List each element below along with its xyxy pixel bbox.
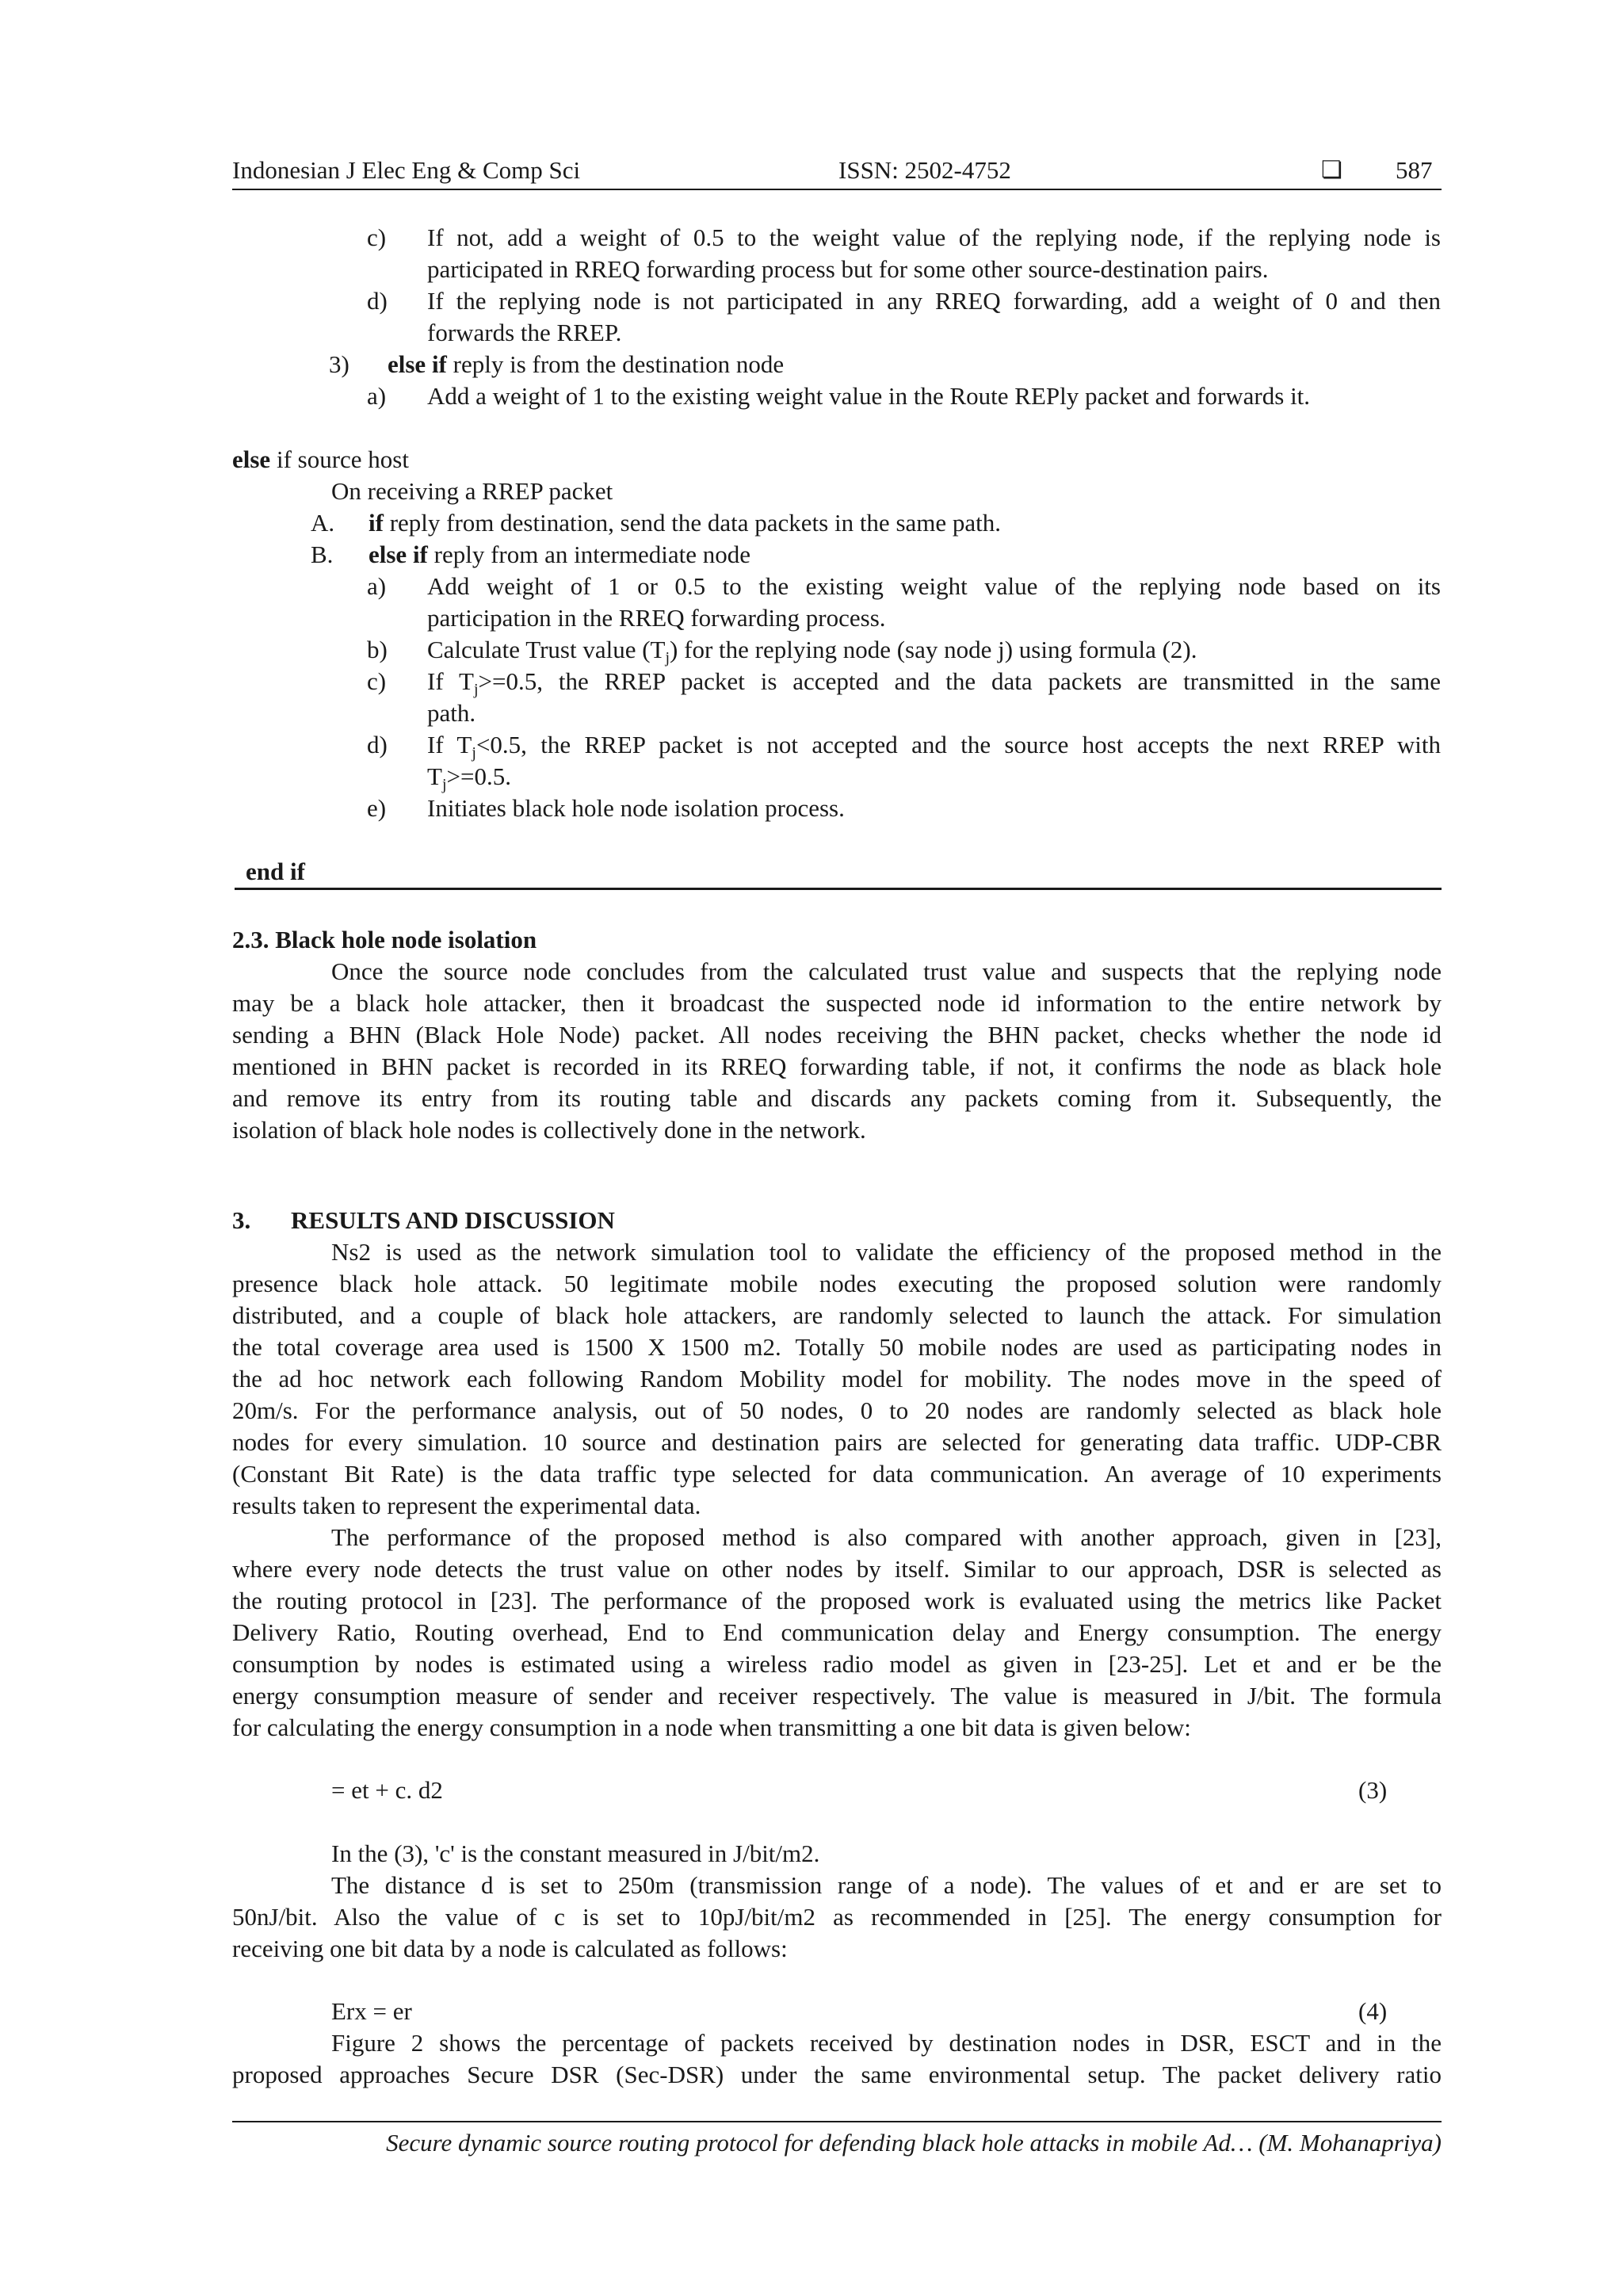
paragraph-line: distributed, and a couple of black hole attackers, are randomly selected to launch the attack. For simulation <box>232 1301 1442 1329</box>
paragraph-line: presence black hole attack. 50 legitimate mobile nodes executing the proposed solution were randomly <box>232 1270 1442 1297</box>
section-2-3-line: and remove its entry from its routing table and discards any packets coming from it. Subsequently, the <box>232 1084 1442 1112</box>
paragraph-line: where every node detects the trust value on other nodes by itself. Similar to our approach, DSR is selected as <box>232 1555 1442 1583</box>
section-2-3-line: mentioned in BHN packet is recorded in its RREQ forwarding table, if not, it confirms the node as black hole <box>232 1052 1442 1080</box>
equation-3: = et + c. d2 <box>331 1776 443 1804</box>
section-2-3-line: isolation of black hole nodes is collectively done in the network. <box>232 1116 866 1144</box>
section-2-3-heading: 2.3. Black hole node isolation <box>232 926 537 953</box>
algo-step3 <box>388 349 784 380</box>
algo-Bd-line2: $T_j>=0.5$. <box>427 762 511 793</box>
algo-step3-text: reply is from the destination node <box>446 350 785 378</box>
algorithm-bottom-rule <box>235 888 1442 890</box>
algo-B-text: reply from an intermediate node <box>427 541 751 568</box>
equation-4-number: (4) <box>1358 1997 1388 2025</box>
section-3-heading: RESULTS AND DISCUSSION <box>291 1206 615 1234</box>
algo-A-text: reply from destination, send the data packets in the same path. <box>383 509 1002 537</box>
algo-A <box>369 507 1001 539</box>
algo-B-label: B. <box>311 541 334 568</box>
algo-step3-label: 3) <box>329 350 349 378</box>
checkbox-bullet-icon: ❏ <box>1321 156 1342 184</box>
running-header-issn: ISSN: 2502-4752 <box>838 156 1011 184</box>
paragraph-line: receiving one bit data by a node is calculated as follows: <box>232 1935 788 1962</box>
paragraph-line: for calculating the energy consumption in a node when transmitting a one bit data is given below: <box>232 1713 1191 1741</box>
algo-else-source-text: if source host <box>270 445 409 473</box>
section-3-paragraph-3: In the (3), 'c' is the constant measured in J/bit/m2. <box>331 1839 820 1867</box>
algo-d-line1: If the replying node is not participated in any RREQ forwarding, add a weight of 0 and then <box>427 287 1441 315</box>
algo-Bb-label: b) <box>367 636 388 663</box>
paragraph-line: the routing protocol in [23]. The performance of the proposed work is evaluated using the metrics like Packet <box>232 1587 1442 1614</box>
paragraph-line: Delivery Ratio, Routing overhead, End to End communication delay and Energy consumption. The energy <box>232 1618 1442 1646</box>
paragraph-line: 50nJ/bit. Also the value of c is set to 10pJ/bit/m2 as recommended in [25]. The energy consumption for <box>232 1903 1442 1931</box>
paragraph-line: 20m/s. For the performance analysis, out of 50 nodes, 0 to 20 nodes are randomly selected as black hole <box>232 1396 1442 1424</box>
running-header-journal: Indonesian J Elec Eng & Comp Sci <box>232 156 581 184</box>
algo-Ba-line2: participation in the RREQ forwarding process. <box>427 604 886 632</box>
algo-Bc-line1: If $T_j>=0.5$, the RREP packet is accepted and the data packets are transmitted in the same <box>427 667 1442 698</box>
paragraph-line: The performance of the proposed method is also compared with another approach, given in [23], <box>331 1523 1442 1551</box>
algo-a-text: Add a weight of 1 to the existing weight value in the Route REPly packet and forwards it. <box>427 382 1311 410</box>
page-number: 587 <box>1396 156 1433 184</box>
header-rule <box>232 189 1442 190</box>
keyword-else: else <box>232 445 271 473</box>
section-3-number: 3. <box>232 1206 251 1234</box>
keyword-if: if <box>369 509 384 537</box>
algo-c-line1: If not, add a weight of 0.5 to the weight value of the replying node, if the replying node is <box>427 223 1441 251</box>
algo-Ba-label: a) <box>367 572 387 600</box>
paragraph-line: results taken to represent the experimental data. <box>232 1492 701 1519</box>
algo-Ba-line1: Add weight of 1 or 0.5 to the existing weight value of the replying node based on its <box>427 572 1441 600</box>
paragraph-line: proposed approaches Secure DSR (Sec-DSR) under the same environmental setup. The packet delivery ratio <box>232 2061 1442 2088</box>
paragraph-line: The distance d is set to 250m (transmission range of a node). The values of et and er are set to <box>331 1871 1442 1899</box>
paragraph-line: Ns2 is used as the network simulation tool to validate the efficiency of the proposed method in the <box>331 1238 1442 1266</box>
paragraph-line: nodes for every simulation. 10 source and destination pairs are selected for generating data traffic. UDP-CBR <box>232 1428 1442 1456</box>
section-2-3-line: Once the source node concludes from the calculated trust value and suspects that the replying node <box>331 957 1442 985</box>
algo-Bc-line2: path. <box>427 699 476 727</box>
paragraph-line: consumption by nodes is estimated using a wireless radio model as given in [23-25]. Let et and er be the <box>232 1650 1442 1678</box>
paragraph-line: the ad hoc network each following Random Mobility model for mobility. The nodes move in the speed of <box>232 1365 1442 1392</box>
algo-on-receiving: On receiving a RREP packet <box>331 477 613 505</box>
section-2-3-line: sending a BHN (Black Hole Node) packet. All nodes receiving the BHN packet, checks whether the node id <box>232 1021 1442 1049</box>
section-2-3-line: may be a black hole attacker, then it broadcast the suspected node id information to the entire network by <box>232 989 1442 1017</box>
algo-A-label: A. <box>311 509 335 537</box>
algo-d-label: d) <box>367 287 388 315</box>
algo-Bc-label: c) <box>367 667 387 695</box>
algo-d-line2: forwards the RREP. <box>427 319 622 346</box>
equation-4: Erx = er <box>331 1997 412 2025</box>
keyword-else-if-b: else if <box>369 541 428 568</box>
paragraph-line: energy consumption measure of sender and receiver respectively. The value is measured in J/bit. The formula <box>232 1682 1442 1710</box>
algo-Bb-text: Calculate Trust value $(T_j)$ for the replying node (say node j) using formula (2). <box>427 636 1197 667</box>
algo-Be-label: e) <box>367 794 387 822</box>
algo-end-if: end if <box>246 858 305 885</box>
algo-c-line2: participated in RREQ forwarding process but for some other source-destination pairs. <box>427 255 1269 283</box>
algo-Bd-label: d) <box>367 731 388 758</box>
algo-B <box>369 539 750 571</box>
algo-a-label: a) <box>367 382 387 410</box>
algo-Be-text: Initiates black hole node isolation process. <box>427 794 845 822</box>
paragraph-line: Figure 2 shows the percentage of packets received by destination nodes in DSR, ESCT and in the <box>331 2029 1442 2057</box>
algo-Bd-line1: If $T_j<0.5$, the RREP packet is not accepted and the source host accepts the next RREP with <box>427 731 1441 762</box>
paragraph-line: the total coverage area used is 1500 X 1500 m2. Totally 50 mobile nodes are used as participating nodes in <box>232 1333 1442 1361</box>
running-footer-title: Secure dynamic source routing protocol for defending black hole attacks in mobile Ad… (M. Mohanapriya) <box>386 2129 1442 2157</box>
keyword-else-if: else if <box>388 350 447 378</box>
algo-else-source <box>232 444 409 476</box>
equation-3-number: (3) <box>1358 1776 1388 1804</box>
algo-c-label: c) <box>367 223 387 251</box>
paragraph-line: (Constant Bit Rate) is the data traffic type selected for data communication. An average of 10 experiments <box>232 1460 1442 1488</box>
footer-rule <box>232 2121 1442 2122</box>
